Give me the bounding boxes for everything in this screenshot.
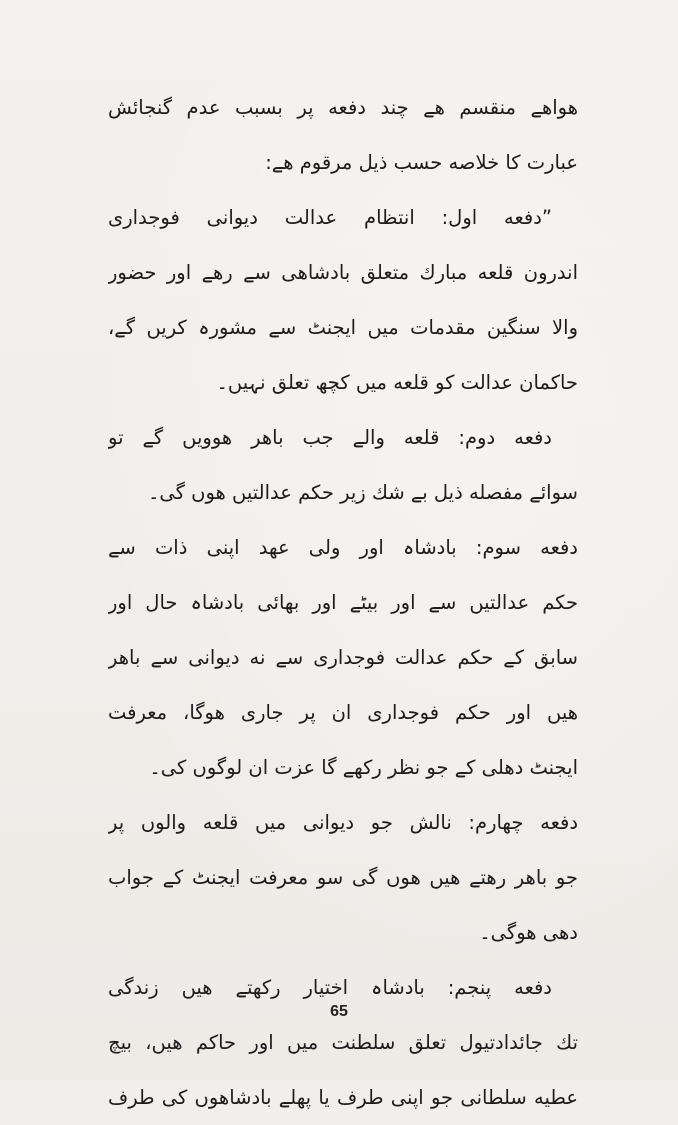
text-line: ”دفعه اول: انتظام عدالت دیوانی فوجداری (108, 206, 552, 229)
text-line: والا سنگین مقدمات میں ایجنٹ سے مشورہ کریں گے، (108, 316, 578, 339)
text-line: دفعه پنجم: بادشاہ اختیار رکھتے ھیں زندگی (108, 976, 552, 999)
text-line: ایجنٹ دھلی کے جو نظر رکھے گا عزت ان لوگوں کی۔ (149, 756, 578, 779)
text-line: تك جائدادتیول تعلق سلطنت میں اور حاکم ھیں، بیچ (108, 1031, 578, 1054)
text-line: سوائے مفصله ذیل بے شك زیر حکم عدالتیں ھوں گی۔ (148, 481, 578, 504)
page-text-block (108, 80, 578, 1125)
text-line: دھی ھوگی۔ (479, 921, 578, 944)
text-line: عطیه سلطانی جو اپنی طرف یا پھلے بادشاھوں کی طرف (108, 1086, 578, 1109)
page-number: 65 (330, 1003, 348, 1020)
text-line: حاکمان عدالت کو قلعه میں کچھ تعلق نہیں۔ (216, 371, 578, 394)
text-line: دفعه چھارم: نالش جو دیوانی میں قلعه والوں پر (108, 811, 578, 834)
text-line: دفعه دوم: قلعه والے جب باھر ھوویں گے تو (108, 426, 552, 449)
text-line: سابق کے حکم عدالت فوجداری سے نه دیوانی سے باھر (108, 646, 578, 669)
text-line: عبارت کا خلاصه حسب ذیل مرقوم ھے: (265, 151, 578, 174)
text-line: اندرون قلعه مبارك متعلق بادشاھی سے رھے اور حضور (108, 261, 578, 284)
text-line: ھواھے منقسم ھے چند دفعه پر بسبب عدم گنجائش (108, 96, 578, 119)
text-line: جو باھر رھتے ھیں ھوں گی سو معرفت ایجنٹ کے جواب (108, 866, 578, 889)
text-line: ھیں اور حکم فوجداری ان پر جاری ھوگا، معرفت (108, 701, 578, 724)
text-line: دفعه سوم: بادشاہ اور ولی عھد اپنی ذات سے (108, 536, 578, 559)
text-line: حکم عدالتیں سے اور بیٹے اور بھائی بادشاہ حال اور (108, 591, 578, 614)
